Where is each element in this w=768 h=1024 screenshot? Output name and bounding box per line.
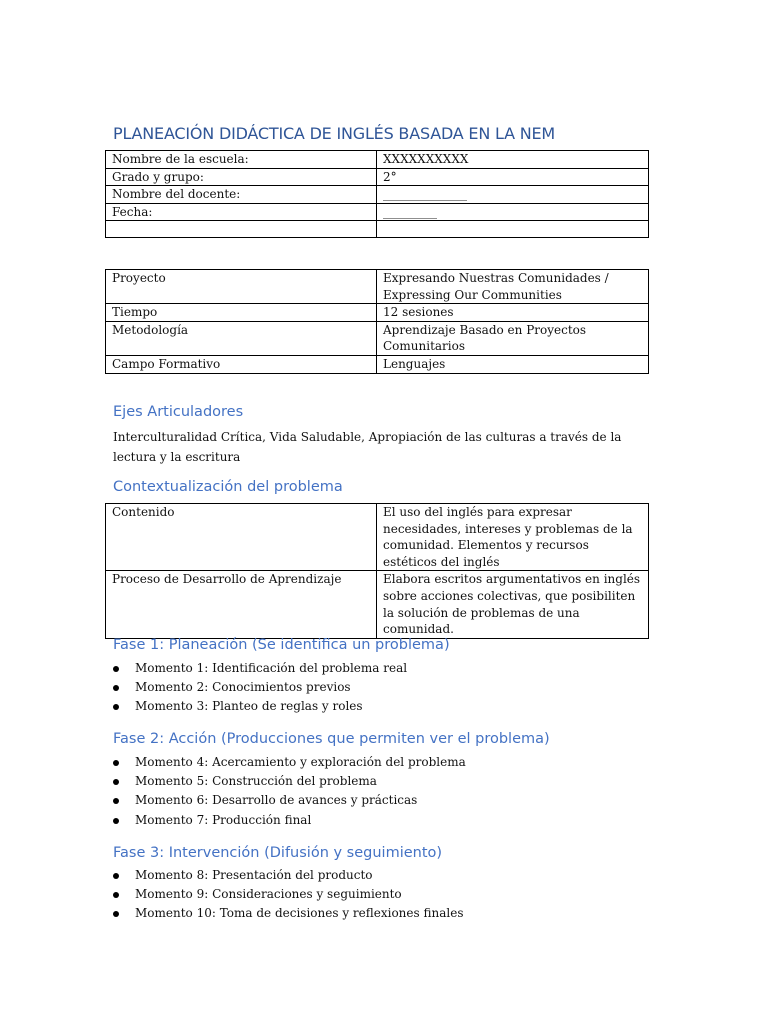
- project-value: Lenguajes: [377, 355, 649, 373]
- table-row: [106, 221, 649, 238]
- list-item: [113, 885, 463, 904]
- list-item-text: Momento 3: Planteo de reglas y roles: [135, 699, 363, 714]
- info-value: XXXXXXXXXX: [377, 151, 649, 169]
- list-item: [113, 811, 466, 830]
- bullet-icon: [113, 798, 119, 804]
- list-item-text: Momento 1: Identificación del problema real: [135, 661, 408, 675]
- table-row: [106, 186, 649, 204]
- table-row: [106, 571, 649, 638]
- list-item-text: Momento 7: Producción final: [135, 812, 312, 827]
- project-label: Metodología: [106, 321, 377, 355]
- list-item: [113, 904, 463, 923]
- ejes-heading: Ejes Articuladores: [113, 404, 244, 420]
- table-row: [106, 355, 649, 373]
- info-label: Fecha:: [106, 203, 377, 221]
- fase-3-list: [113, 866, 463, 924]
- bullet-icon: [113, 685, 119, 691]
- project-label: Proyecto: [106, 270, 377, 304]
- bullet-icon: [113, 704, 119, 710]
- contexto-value: Elabora escritos argumentativos en inglés sobre acciones colectivas, que posibiliten la solución de problemas de una comunidad.: [377, 571, 649, 638]
- info-label: Nombre del docente:: [106, 186, 377, 204]
- table-row: [106, 304, 649, 322]
- table-row: [106, 321, 649, 355]
- info-label: [106, 221, 377, 238]
- list-item: [113, 791, 466, 810]
- fase-1-heading: Fase 1: Planeación (Se identifica un problema): [113, 637, 450, 653]
- fase-2-heading: Fase 2: Acción (Producciones que permiten ver el problema): [113, 731, 550, 747]
- fase-1-list: [113, 659, 407, 717]
- table-row: [106, 504, 649, 571]
- list-item: [113, 697, 407, 716]
- table-row: [106, 168, 649, 186]
- list-item: [113, 753, 466, 772]
- contexto-table: [105, 503, 649, 639]
- table-row: [106, 151, 649, 169]
- list-item-text: Momento 4: Acercamiento y exploración del problema: [135, 755, 466, 769]
- info-label: Nombre de la escuela:: [106, 151, 377, 169]
- bullet-icon: [113, 911, 119, 917]
- info-value: 2°: [377, 168, 649, 186]
- list-item: [113, 659, 407, 678]
- bullet-icon: [113, 873, 119, 879]
- project-label: Campo Formativo: [106, 355, 377, 373]
- list-item-text: Momento 8: Presentación del producto: [135, 868, 373, 882]
- project-value: Expresando Nuestras Comunidades / Expressing Our Communities: [377, 270, 649, 304]
- contexto-label: Proceso de Desarrollo de Aprendizaje: [106, 571, 377, 638]
- list-item: [113, 678, 407, 697]
- bullet-icon: [113, 779, 119, 785]
- bullet-icon: [113, 892, 119, 898]
- project-value: Aprendizaje Basado en Proyectos Comunitarios: [377, 321, 649, 355]
- list-item-text: Momento 5: Construcción del problema: [135, 774, 377, 789]
- list-item-text: Momento 2: Conocimientos previos: [135, 680, 351, 695]
- bullet-icon: [113, 818, 119, 824]
- info-value: [377, 221, 649, 238]
- contexto-heading: Contextualización del problema: [113, 479, 343, 495]
- list-item: [113, 772, 466, 791]
- project-value: 12 sesiones: [377, 304, 649, 322]
- project-table: [105, 269, 649, 374]
- fase-2-list: [113, 753, 466, 830]
- list-item: [113, 866, 463, 885]
- info-value: ______________: [377, 186, 649, 204]
- project-label: Tiempo: [106, 304, 377, 322]
- school-info-table: [105, 150, 649, 238]
- list-item-text: Momento 10: Toma de decisiones y reflexiones finales: [135, 906, 464, 921]
- info-value: _________: [377, 203, 649, 221]
- info-label: Grado y grupo:: [106, 168, 377, 186]
- bullet-icon: [113, 760, 119, 766]
- document-title: PLANEACIÓN DIDÁCTICA DE INGLÉS BASADA EN LA NEM: [113, 124, 555, 143]
- fase-3-heading: Fase 3: Intervención (Difusión y seguimiento): [113, 845, 443, 861]
- ejes-text: Interculturalidad Crítica, Vida Saludable, Apropiación de las culturas a través de la lectura y la escritura: [113, 430, 622, 464]
- bullet-icon: [113, 666, 119, 672]
- list-item-text: Momento 9: Consideraciones y seguimiento: [135, 887, 402, 902]
- table-row: [106, 203, 649, 221]
- contexto-label: Contenido: [106, 504, 377, 571]
- list-item-text: Momento 6: Desarrollo de avances y prácticas: [135, 793, 418, 808]
- table-row: [106, 270, 649, 304]
- contexto-value: El uso del inglés para expresar necesidades, intereses y problemas de la comunidad. Elementos y recursos estéticos del inglés: [377, 504, 649, 571]
